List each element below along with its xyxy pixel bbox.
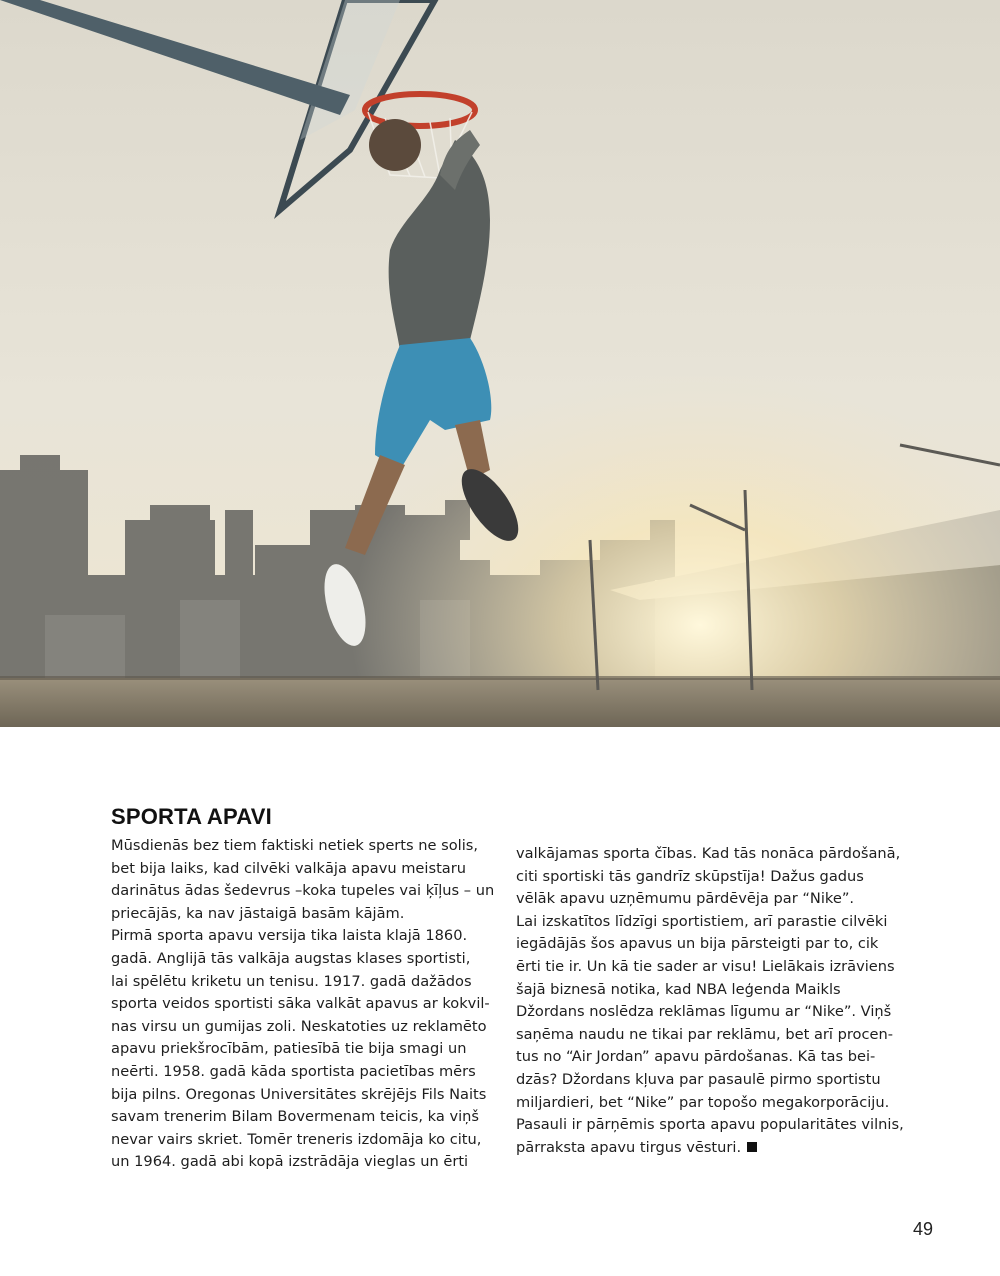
body-text-line: bija pilns. Oregonas Universitātes skrējējs Fils Naits (111, 1085, 487, 1103)
body-text-line: Lai izskatītos līdzīgi sportistiem, arī parastie cilvēki (516, 912, 888, 930)
body-text-line: citi sportiski tās gandrīz skūpstīja! Dažus gadus (516, 867, 864, 885)
body-text-line: Džordans noslēdza reklāmas līgumu ar “Nike”. Viņš (516, 1003, 892, 1021)
body-text-line: dzās? Džordans kļuva par pasaulē pirmo sportistu (516, 1070, 881, 1088)
body-text-line: vēlāk apavu uzņēmumu pārdēvēja par “Nike”. (516, 890, 855, 908)
body-text-line: lai spēlētu kriketu un tenisu. 1917. gadā dažādos (111, 972, 472, 990)
body-text-line: miljardieri, bet “Nike” par topošo megakorporāciju. (516, 1093, 890, 1111)
body-text-line: iegādājās šos apavus un bija pārsteigti par to, cik (516, 935, 879, 953)
end-of-article-mark (747, 1142, 757, 1152)
body-text-line-last-text: pārraksta apavu tirgus vēsturi. (516, 1138, 742, 1156)
body-text-line: bet bija laiks, kad cilvēki valkāja apavu meistaru (111, 859, 466, 877)
article-left-column (111, 835, 495, 1174)
body-text-line: sporta veidos sportisti sāka valkāt apavus ar kokvil- (111, 995, 490, 1013)
body-text-line: šajā biznesā notika, kad NBA leģenda Maikls (516, 980, 841, 998)
body-text-line: gadā. Anglijā tās valkāja augstas klases sportisti, (111, 949, 471, 967)
body-text-line: Mūsdienās bez tiem faktiski netiek sperts ne solis, (111, 837, 479, 854)
body-text-line: saņēma naudu ne tikai par reklāmu, bet arī procen- (516, 1025, 893, 1043)
body-text-line: apavu priekšrocībām, patiesībā tie bija smagi un (111, 1040, 467, 1058)
body-text-line: neērti. 1958. gadā kāda sportista pacietības mērs (111, 1062, 476, 1080)
body-text-line: darinātus ādas šedevrus –koka tupeles vai ķīļus – un (111, 882, 495, 900)
body-text-line: nevar vairs skriet. Tomēr treneris izdomāja ko citu, (111, 1130, 482, 1148)
article-right-column (516, 843, 904, 1159)
body-text-line: ērti tie ir. Un kā tie sader ar visu! Lielākais izrāviens (516, 957, 895, 975)
body-text-line: un 1964. gadā abi kopā izstrādāja vieglas un ērti (111, 1153, 469, 1171)
body-text-line-last (516, 1137, 886, 1160)
body-text-line: Pasauli ir pārņēmis sporta apavu popularitātes vilnis, (516, 1116, 904, 1134)
body-text-line: tus no “Air Jordan” apavu pārdošanas. Kā tas bei- (516, 1048, 876, 1066)
body-text-line: priecājās, ka nav jāstaigā basām kājām. (111, 904, 405, 922)
body-text-line: nas virsu un gumijas zoli. Neskatoties uz reklamēto (111, 1017, 487, 1035)
body-text-line: savam trenerim Bilam Bovermenam teicis, ka viņš (111, 1108, 479, 1126)
body-text-line: Pirmā sporta apavu versija tika laista klajā 1860. (111, 927, 468, 945)
body-text-line: valkājamas sporta čības. Kad tās nonāca pārdošanā, (516, 845, 901, 862)
article-heading: SPORTA APAVI (111, 804, 272, 829)
page-number: 49 (913, 1219, 934, 1239)
